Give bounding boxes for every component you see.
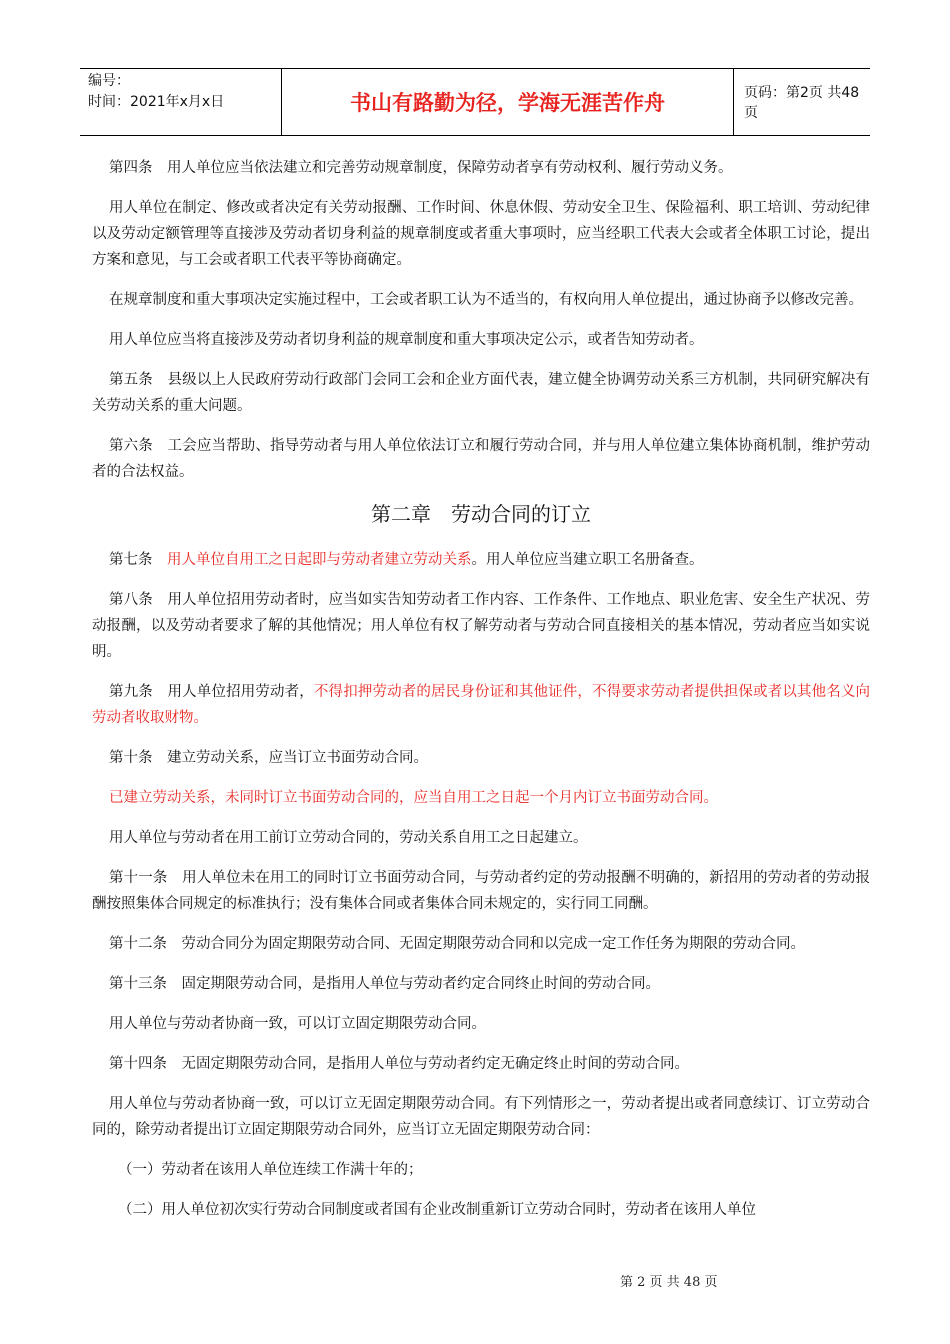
article-13: 第十三条 固定期限劳动合同，是指用人单位与劳动者约定合同终止时间的劳动合同。 [109,976,660,992]
list-item: （一）劳动者在该用人单位连续工作满十年的； [118,1162,423,1178]
document-time-label: 时间：2021年x月x日 [88,94,225,110]
highlight-paragraph: 已建立劳动关系，未同时订立书面劳动合同的，应当自用工之日起一个月内订立书面劳动合同。 [109,790,718,806]
highlight-text: 用人单位自用工之日起即与劳动者建立劳动关系 [167,552,472,568]
paragraph: 用人单位在制定、修改或者决定有关劳动报酬、工作时间、休息休假、劳动安全卫生、保险福利、职工培训、劳动纪律以及劳动定额管理等直接涉及劳动者切身利益的规章制度或者重大事项时，应当经职工代表大会或者全体职工讨论，提出方案和意见，与工会或者职工代表平等协商确定。 [92,200,870,268]
article-7: 第七条 用人单位自用工之日起即与劳动者建立劳动关系。用人单位应当建立职工名册备查。 [109,552,704,568]
highlight-text: 不得扣押劳动者的居民身份证和其他证件 [313,684,578,700]
paragraph: 用人单位与劳动者在用工前订立劳动合同的，劳动关系自用工之日起建立。 [109,830,588,846]
highlight-text: 不得要求劳动者提供担保或者以其他名义向劳动者收取财物。 [92,684,871,726]
document-body [92,155,870,1237]
article-8: 第八条 用人单位招用劳动者时，应当如实告知劳动者工作内容、工作条件、工作地点、职业危害、安全生产状况、劳动报酬，以及劳动者要求了解的其他情况；用人单位有权了解劳动者与劳动合同直接相关的基本情况，劳动者应当如实说明。 [92,592,870,660]
header-page-info: 页码：第2页 共48页 [744,85,860,121]
article-10: 第十条 建立劳动关系，应当订立书面劳动合同。 [109,750,428,766]
chapter-title: 第二章 劳动合同的订立 [371,502,591,526]
article-5: 第五条 县级以上人民政府劳动行政部门会同工会和企业方面代表，建立健全协调劳动关系三方机制，共同研究解决有关劳动关系的重大问题。 [92,372,870,414]
document-header [80,68,870,136]
article-4: 第四条 用人单位应当依法建立和完善劳动规章制度，保障劳动者享有劳动权利、履行劳动义务。 [109,160,733,176]
page-footer: 第 2 页 共 48 页 [620,1275,718,1290]
article-11: 第十一条 用人单位未在用工的同时订立书面劳动合同，与劳动者约定的劳动报酬不明确的，新招用的劳动者的劳动报酬按照集体合同规定的标准执行；没有集体合同或者集体合同未规定的，实行同工同酬。 [92,870,870,912]
paragraph: 用人单位与劳动者协商一致，可以订立固定期限劳动合同。 [109,1016,486,1032]
article-6: 第六条 工会应当帮助、指导劳动者与用人单位依法订立和履行劳动合同，并与用人单位建立集体协商机制，维护劳动者的合法权益。 [92,438,870,480]
paragraph: 用人单位与劳动者协商一致，可以订立无固定期限劳动合同。有下列情形之一，劳动者提出或者同意续订、订立劳动合同的，除劳动者提出订立固定期限劳动合同外，应当订立无固定期限劳动合同： [92,1096,870,1138]
list-item: （二）用人单位初次实行劳动合同制度或者国有企业改制重新订立劳动合同时，劳动者在该用人单位 [118,1202,756,1218]
header-motto: 书山有路勤为径，学海无涯苦作舟 [282,69,734,135]
article-9: 第九条 用人单位招用劳动者，不得扣押劳动者的居民身份证和其他证件，不得要求劳动者提供担保或者以其他名义向劳动者收取财物。 [92,684,871,726]
paragraph: 用人单位应当将直接涉及劳动者切身利益的规章制度和重大事项决定公示，或者告知劳动者。 [109,332,704,348]
document-number-label: 编号： [88,73,130,89]
header-meta [80,69,282,135]
paragraph: 在规章制度和重大事项决定实施过程中，工会或者职工认为不适当的，有权向用人单位提出，通过协商予以修改完善。 [109,292,863,308]
article-12: 第十二条 劳动合同分为固定期限劳动合同、无固定期限劳动合同和以完成一定工作任务为期限的劳动合同。 [109,936,805,952]
article-14: 第十四条 无固定期限劳动合同，是指用人单位与劳动者约定无确定终止时间的劳动合同。 [109,1056,689,1072]
